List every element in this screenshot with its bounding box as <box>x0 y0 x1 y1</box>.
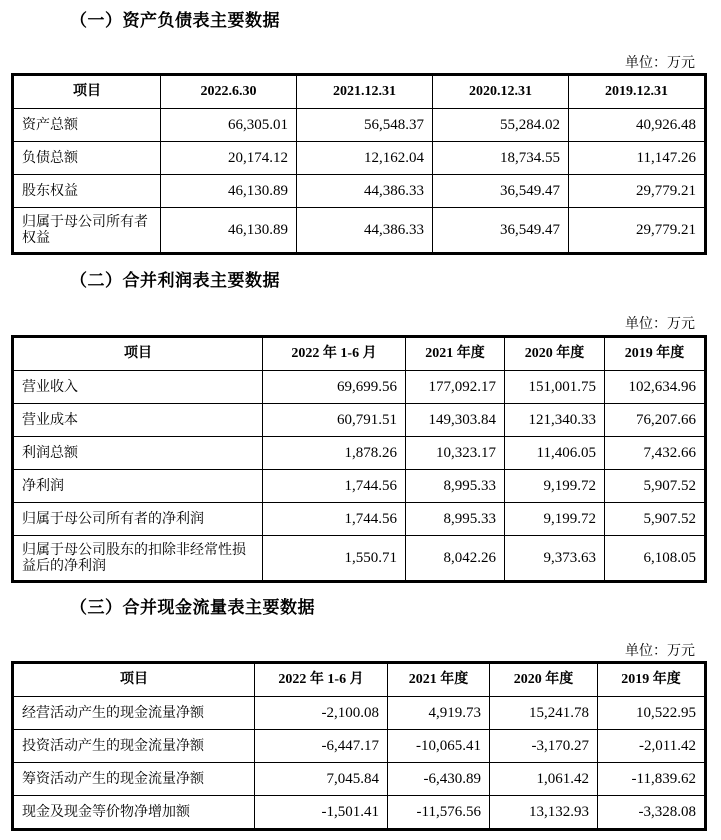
cell-value: 9,199.72 <box>505 470 605 503</box>
income-statement-unit: 单位：万元 <box>625 316 695 332</box>
cell-value: -11,839.62 <box>598 763 706 796</box>
column-header: 2022 年 1-6 月 <box>263 337 406 371</box>
cell-value: 5,907.52 <box>605 503 706 536</box>
cash-flow-title: （三）合并现金流量表主要数据 <box>70 598 315 618</box>
cash-flow-unit: 单位：万元 <box>625 643 695 659</box>
table-header-row <box>13 75 706 109</box>
cell-value: 8,042.26 <box>406 536 505 582</box>
table-row <box>13 796 706 830</box>
income-statement-title: （二）合并利润表主要数据 <box>70 271 280 291</box>
row-label: 投资活动产生的现金流量净额 <box>13 730 255 763</box>
table-row <box>13 730 706 763</box>
row-label: 股东权益 <box>13 175 161 208</box>
balance-sheet-unit: 单位：万元 <box>625 55 695 71</box>
table-row <box>13 763 706 796</box>
cell-value: 69,699.56 <box>263 371 406 404</box>
table-row <box>13 371 706 404</box>
cell-value: -11,576.56 <box>388 796 490 830</box>
cell-value: 151,001.75 <box>505 371 605 404</box>
cell-value: 56,548.37 <box>297 109 433 142</box>
column-header: 项目 <box>13 337 263 371</box>
column-header: 2022.6.30 <box>161 75 297 109</box>
row-label: 营业成本 <box>13 404 263 437</box>
column-header: 2021.12.31 <box>297 75 433 109</box>
cell-value: 12,162.04 <box>297 142 433 175</box>
cell-value: 44,386.33 <box>297 175 433 208</box>
cell-value: -1,501.41 <box>255 796 388 830</box>
row-label: 净利润 <box>13 470 263 503</box>
row-label: 现金及现金等价物净增加额 <box>13 796 255 830</box>
row-label: 利润总额 <box>13 437 263 470</box>
cell-value: 29,779.21 <box>569 208 706 254</box>
column-header: 2019 年度 <box>605 337 706 371</box>
cell-value: 1,744.56 <box>263 503 406 536</box>
cell-value: 1,550.71 <box>263 536 406 582</box>
table-header-row <box>13 663 706 697</box>
table-row <box>13 142 706 175</box>
column-header: 2020 年度 <box>505 337 605 371</box>
column-header: 项目 <box>13 75 161 109</box>
cell-value: 11,406.05 <box>505 437 605 470</box>
cell-value: 7,045.84 <box>255 763 388 796</box>
cell-value: 9,373.63 <box>505 536 605 582</box>
column-header: 2021 年度 <box>388 663 490 697</box>
cell-value: 177,092.17 <box>406 371 505 404</box>
row-label: 经营活动产生的现金流量净额 <box>13 697 255 730</box>
cell-value: 46,130.89 <box>161 208 297 254</box>
table-row <box>13 404 706 437</box>
cell-value: 121,340.33 <box>505 404 605 437</box>
cell-value: 149,303.84 <box>406 404 505 437</box>
table-row <box>13 470 706 503</box>
column-header: 2019.12.31 <box>569 75 706 109</box>
cell-value: 8,995.33 <box>406 470 505 503</box>
cell-value: 55,284.02 <box>433 109 569 142</box>
cell-value: 4,919.73 <box>388 697 490 730</box>
table-row <box>13 175 706 208</box>
cell-value: 6,108.05 <box>605 536 706 582</box>
cell-value: -6,430.89 <box>388 763 490 796</box>
cell-value: 18,734.55 <box>433 142 569 175</box>
column-header: 2021 年度 <box>406 337 505 371</box>
cell-value: 1,744.56 <box>263 470 406 503</box>
cell-value: 1,878.26 <box>263 437 406 470</box>
cell-value: 29,779.21 <box>569 175 706 208</box>
balance-sheet-table <box>11 73 707 255</box>
cell-value: 10,323.17 <box>406 437 505 470</box>
cell-value: 66,305.01 <box>161 109 297 142</box>
table-row <box>13 697 706 730</box>
row-label: 负债总额 <box>13 142 161 175</box>
cell-value: -10,065.41 <box>388 730 490 763</box>
cell-value: -3,170.27 <box>490 730 598 763</box>
table-row <box>13 208 706 254</box>
cell-value: 15,241.78 <box>490 697 598 730</box>
column-header: 2022 年 1-6 月 <box>255 663 388 697</box>
column-header: 2020.12.31 <box>433 75 569 109</box>
cell-value: 10,522.95 <box>598 697 706 730</box>
cell-value: 9,199.72 <box>505 503 605 536</box>
cell-value: 13,132.93 <box>490 796 598 830</box>
cell-value: 11,147.26 <box>569 142 706 175</box>
table-row <box>13 536 706 582</box>
column-header: 项目 <box>13 663 255 697</box>
cell-value: 8,995.33 <box>406 503 505 536</box>
cell-value: 40,926.48 <box>569 109 706 142</box>
cell-value: 7,432.66 <box>605 437 706 470</box>
row-label: 归属于母公司所有者权益 <box>13 208 161 254</box>
cell-value: -3,328.08 <box>598 796 706 830</box>
row-label: 归属于母公司股东的扣除非经常性损益后的净利润 <box>13 536 263 582</box>
row-label: 营业收入 <box>13 371 263 404</box>
cell-value: 1,061.42 <box>490 763 598 796</box>
cell-value: 76,207.66 <box>605 404 706 437</box>
cell-value: -2,100.08 <box>255 697 388 730</box>
table-row <box>13 437 706 470</box>
balance-sheet-title: （一）资产负债表主要数据 <box>70 11 280 31</box>
row-label: 归属于母公司所有者的净利润 <box>13 503 263 536</box>
cell-value: 36,549.47 <box>433 175 569 208</box>
cell-value: 36,549.47 <box>433 208 569 254</box>
table-row <box>13 503 706 536</box>
column-header: 2019 年度 <box>598 663 706 697</box>
row-label: 资产总额 <box>13 109 161 142</box>
cell-value: 20,174.12 <box>161 142 297 175</box>
cell-value: 102,634.96 <box>605 371 706 404</box>
cell-value: 5,907.52 <box>605 470 706 503</box>
table-row <box>13 109 706 142</box>
cell-value: -6,447.17 <box>255 730 388 763</box>
income-statement-table <box>11 335 707 583</box>
cell-value: 46,130.89 <box>161 175 297 208</box>
cell-value: 44,386.33 <box>297 208 433 254</box>
table-header-row <box>13 337 706 371</box>
row-label: 筹资活动产生的现金流量净额 <box>13 763 255 796</box>
cell-value: 60,791.51 <box>263 404 406 437</box>
cash-flow-table <box>11 661 707 831</box>
column-header: 2020 年度 <box>490 663 598 697</box>
cell-value: -2,011.42 <box>598 730 706 763</box>
